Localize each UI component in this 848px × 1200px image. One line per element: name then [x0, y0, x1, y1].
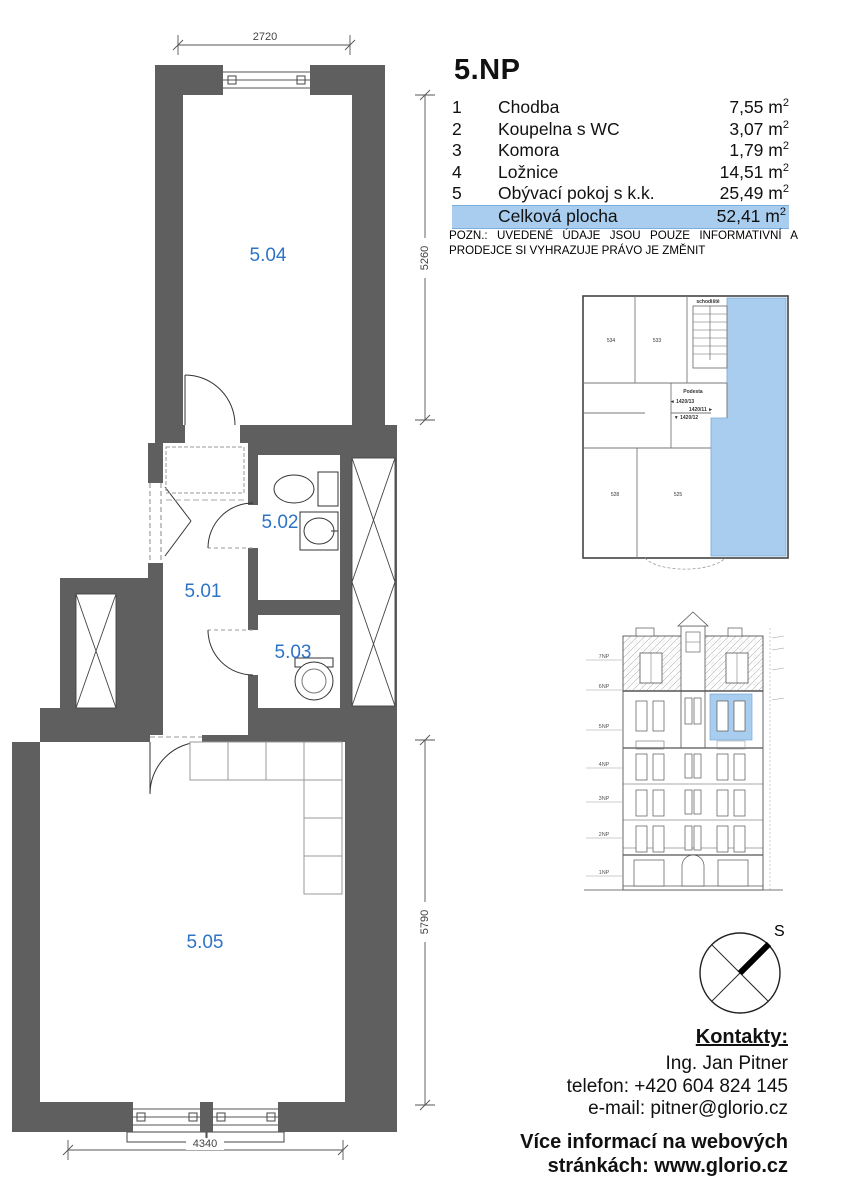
room-label-505: 5.05 — [186, 932, 224, 953]
highlighted-facade-window — [710, 694, 752, 740]
room-label-503: 5.03 — [274, 642, 312, 663]
legend-total-row: Celková plocha 52,41 $m^2$ — [452, 205, 789, 229]
contact-name: Ing. Jan Pitner — [665, 1053, 788, 1074]
contacts-heading: Kontakty: — [695, 1026, 788, 1048]
svg-text:4NP: 4NP — [598, 762, 610, 768]
room-label-502: 5.02 — [261, 512, 299, 533]
legend-row: 3 Komora 1,79 $m^2$ — [452, 140, 789, 161]
floor-title: 5.NP — [454, 54, 521, 86]
floor-labels — [586, 654, 622, 876]
website-line-2: stránkách: www.glorio.cz — [547, 1154, 788, 1177]
legend-row: 5 Obývací pokoj s k.k. 25,49 $m^2$ — [452, 183, 789, 204]
north-label: S — [774, 923, 785, 940]
dim-bottom: 4340 — [192, 1138, 218, 1150]
north-compass — [693, 916, 803, 1026]
room-533: 533 — [652, 338, 662, 344]
floor-overview-plan — [575, 288, 803, 573]
unit-down-label: ▼ 1420/12 — [673, 415, 699, 421]
contact-phone: telefon: +420 604 824 145 — [566, 1075, 788, 1097]
svg-text:1NP: 1NP — [598, 870, 610, 876]
contact-email: e-mail: pitner@glorio.cz — [588, 1098, 788, 1119]
legend-row: 1 Chodba 7,55 $m^2$ — [452, 97, 789, 118]
sink — [304, 518, 334, 544]
room-525: 525 — [673, 492, 683, 498]
north-needle — [740, 944, 769, 973]
elevation-marks — [770, 628, 784, 890]
wc-bowl — [274, 475, 314, 503]
note-line-2: PRODEJCE SI VYHRAZUJE PRÁVO JE ZMĚNIT — [449, 244, 706, 257]
legend-row: 2 Koupelna s WC 3,07 $m^2$ — [452, 118, 789, 139]
room-label-504: 5.04 — [249, 245, 287, 266]
room-528: 528 — [610, 492, 620, 498]
website-line-1: Více informací na webových — [520, 1130, 788, 1153]
dim-right-upper: 5260 — [419, 245, 431, 271]
svg-text:6NP: 6NP — [598, 684, 610, 690]
dim-right-lower: 5790 — [419, 909, 431, 935]
stairs-label: schodiště — [696, 299, 720, 305]
bay-window-arc — [645, 558, 725, 569]
wc-tank — [318, 472, 338, 506]
area-legend — [452, 54, 789, 229]
legend-row: 4 Ložnice 14,51 $m^2$ — [452, 161, 789, 182]
svg-text:5NP: 5NP — [598, 724, 610, 730]
unit-right-label: 1420/11 ► — [688, 407, 714, 413]
dim-top: 2720 — [252, 31, 278, 43]
svg-text:3NP: 3NP — [598, 796, 610, 802]
room-534: 534 — [606, 338, 616, 344]
room-label-501: 5.01 — [184, 581, 222, 602]
disclaimer-note — [449, 228, 798, 258]
building-facade-elevation — [578, 598, 803, 900]
svg-text:2NP: 2NP — [598, 832, 610, 838]
contacts-block — [455, 1026, 788, 1178]
unit-left-label: ◄ 1420/13 — [669, 399, 695, 405]
svg-text:7NP: 7NP — [598, 654, 610, 660]
note-line-1: POZN.: UVEDENÉ ÚDAJE JSOU POUZE INFORMATIVNÍ A — [449, 229, 798, 242]
landing-label: Podesta — [683, 389, 703, 395]
entrance-door — [682, 855, 704, 886]
